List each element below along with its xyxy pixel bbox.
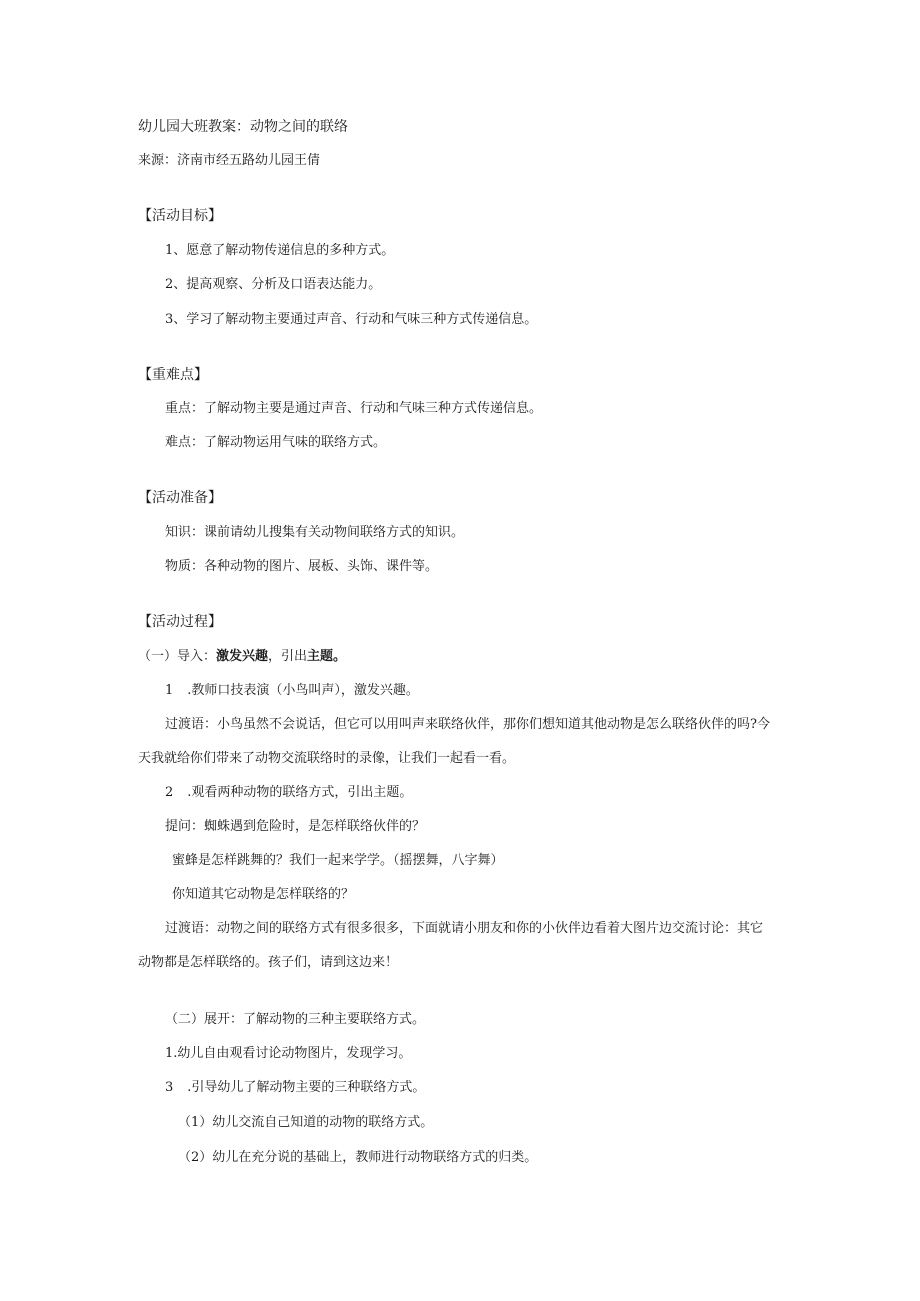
step1-number: 1 — [165, 683, 174, 698]
step1-text: .教师口技表演（小鸟叫声），激发兴趣。 — [187, 683, 419, 698]
transition1-line1: 过渡语：小鸟虽然不会说话，但它可以用叫声来联络伙伴，那你们想知道其他动物是怎么联络伙伴的吗?今 — [165, 717, 770, 732]
transition2-line1: 过渡语：动物之间的联络方式有很多很多，下面就请小朋友和你的小伙伴边看着大图片边交流讨论：其它 — [165, 921, 764, 936]
goal-item-2: 2、提高观察、分析及口语表达能力。 — [165, 277, 382, 292]
prep-knowledge: 知识：课前请幼儿搜集有关动物间联络方式的知识。 — [165, 525, 465, 540]
difficulty-point: 难点：了解动物运用气味的联络方式。 — [165, 435, 387, 450]
question-3: 你知道其它动物是怎样联络的？ — [172, 887, 355, 902]
step2-number: 2 — [165, 785, 174, 800]
question-1: 提问：蜘蛛遇到危险时，是怎样联络伙伴的？ — [165, 819, 426, 834]
prep-materials: 物质：各种动物的图片、展板、头饰、课件等。 — [165, 559, 439, 574]
sub-item-1: （1）幼儿交流自己知道的动物的联络方式。 — [178, 1115, 434, 1130]
document-title: 幼儿园大班教案：动物之间的联络 — [138, 119, 348, 135]
part1-bold-1: 激发兴趣 — [216, 649, 269, 664]
process-heading: 【活动过程】 — [138, 614, 222, 630]
source-line: 来源：济南市经五路幼儿园王倩 — [138, 153, 321, 168]
part1-mid: ，引出 — [268, 649, 308, 664]
goal-item-1: 1、愿意了解动物传递信息的多种方式。 — [165, 243, 395, 258]
step2-text: .观看两种动物的联络方式，引出主题。 — [187, 785, 413, 800]
transition1-line2: 天我就给你们带来了动物交流联络时的录像，让我们一起看一看。 — [138, 751, 516, 766]
sub-item-2: （2）幼儿在充分说的基础上，教师进行动物联络方式的归类。 — [178, 1150, 538, 1165]
part2-step3-number: 3 — [165, 1080, 174, 1095]
goal-item-3: 3、学习了解动物主要通过声音、行动和气味三种方式传递信息。 — [165, 312, 538, 327]
question-2: 蜜蜂是怎样跳舞的？我们一起来学学。（摇摆舞，八字舞） — [172, 853, 504, 868]
transition2-line2: 动物都是怎样联络的。孩子们，请到这边来！ — [138, 955, 399, 970]
part2-step1: 1.幼儿自由观看讨论动物图片，发现学习。 — [165, 1046, 412, 1061]
part2-step3-text: .引导幼儿了解动物主要的三种联络方式。 — [187, 1080, 426, 1095]
part1-bold-2: 主题。 — [307, 649, 347, 664]
goals-heading: 【活动目标】 — [138, 208, 222, 224]
part1-prefix: （一）导入： — [138, 649, 217, 664]
step1 — [165, 682, 419, 700]
step2 — [165, 784, 412, 802]
part2-step3 — [165, 1079, 425, 1097]
keypoints-heading: 【重难点】 — [138, 367, 208, 383]
part2-heading: （二）展开：了解动物的三种主要联络方式。 — [165, 1012, 426, 1027]
prep-heading: 【活动准备】 — [138, 490, 222, 506]
focus-point: 重点：了解动物主要是通过声音、行动和气味三种方式传递信息。 — [165, 401, 543, 416]
part1-heading — [138, 648, 346, 666]
